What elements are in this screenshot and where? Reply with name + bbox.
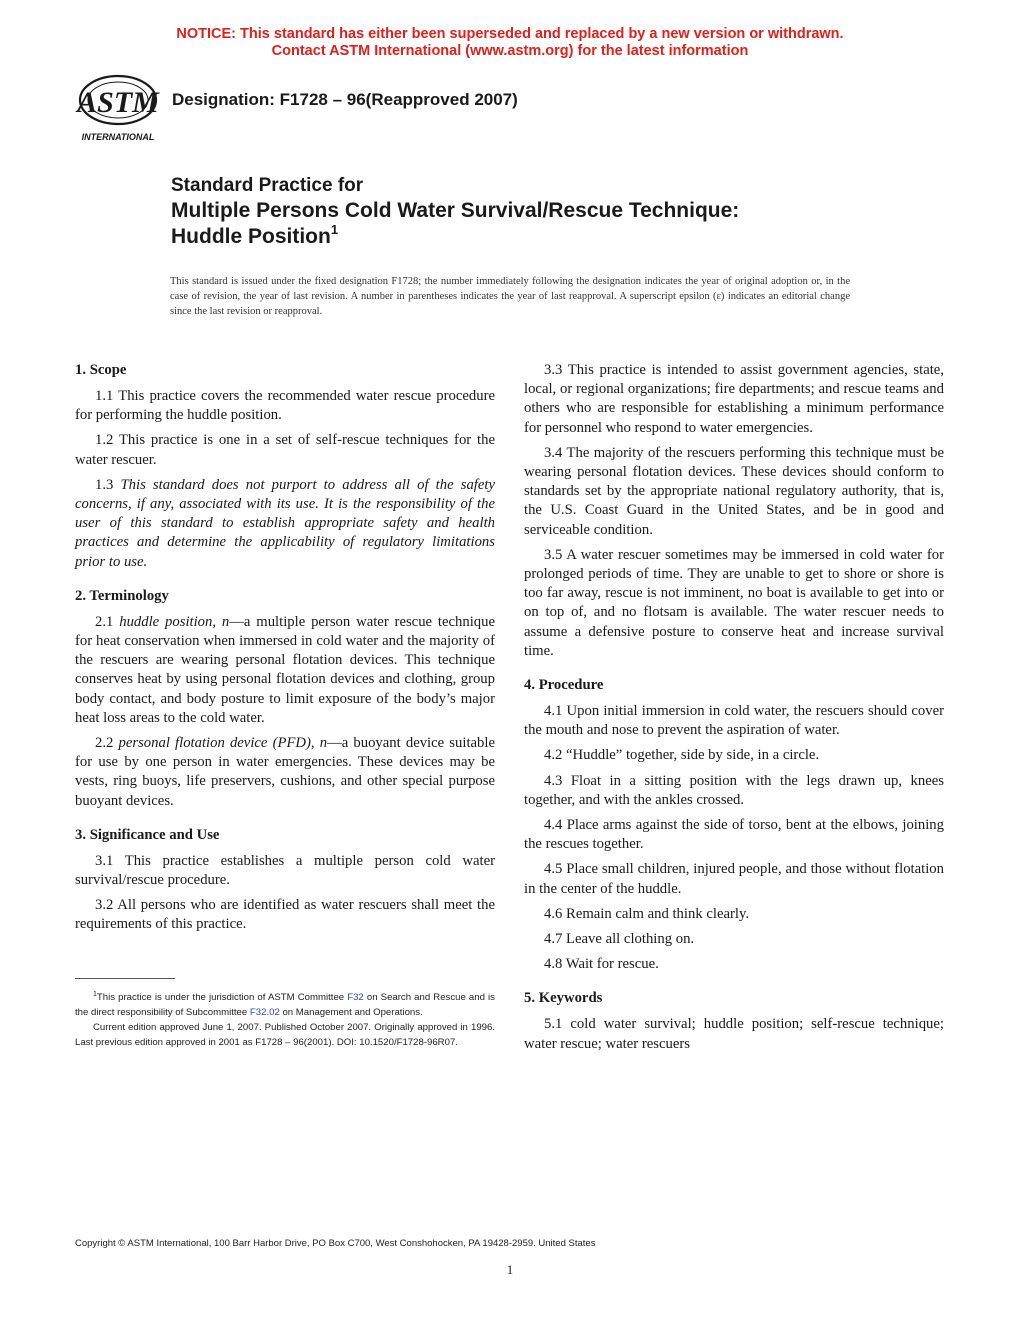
footnote-1: [75, 990, 495, 1020]
section-significance-continued: [524, 361, 944, 661]
astm-logo: [74, 74, 162, 144]
astm-logo-icon: [74, 74, 162, 144]
term-pfd: personal flotation device (PFD), n: [118, 735, 328, 752]
significance-3-4: 3.4 The majority of the rescuers performing this technique must be wearing personal flotation devices. These devices should conform to standards set by the appropriate national regulatory authority, that is, the U.S. Coast Guard in the United States, and be in good and serviceable condition.: [524, 444, 944, 538]
terminology-heading: 2. Terminology: [75, 587, 169, 604]
footnote-rule: [75, 978, 175, 979]
footnote-1-text-a: This practice is under the jurisdiction of ASTM Committee: [96, 992, 348, 1003]
terminology-2-2: [75, 734, 495, 811]
title-line-1: Standard Practice for: [171, 175, 364, 196]
footnote-1-text-c: on Management and Operations.: [279, 1007, 423, 1018]
significance-3-5: 3.5 A water rescuer sometimes may be immersed in cold water for prolonged periods of time. They are unable to get to shore or shore is too far away, rescue is not imminent, no boat is available to get into or on top of, and no flotsam is available. The water rescuer needs to assume a defensive posture to conserve heat and increase survival time.: [524, 546, 944, 659]
logo-mark: ASTM: [77, 86, 159, 119]
footnote-edition: Current edition approved June 1, 2007. Published October 2007. Originally approved in 1996. Last previous edition approved in 2001 as F1728 – 96(2001). DOI: 10.1520/F1728-96R07.: [75, 1022, 495, 1048]
section-scope: [75, 360, 495, 572]
section-terminology: [75, 586, 495, 811]
subcommittee-f32-02-link[interactable]: F32.02: [249, 1007, 280, 1018]
scope-1-3: [75, 476, 495, 572]
procedure-step: 4.2 “Huddle” together, side by side, in a circle.: [544, 747, 820, 764]
significance-3-2: 3.2 All persons who are identified as water rescuers shall meet the requirements of this practice.: [75, 897, 495, 933]
keywords-heading: 5. Keywords: [524, 990, 603, 1007]
scope-1-3-number: 1.3: [95, 476, 121, 493]
supersession-notice: [0, 26, 1020, 60]
term-2-2-number: 2.2: [95, 735, 119, 752]
procedure-step: 4.7 Leave all clothing on.: [544, 931, 695, 948]
procedure-step: 4.1 Upon initial immersion in cold water, the rescuers should cover the mouth and nose to prevent the aspiration of water.: [524, 703, 944, 739]
section-significance: [75, 825, 495, 935]
title-line-2: Multiple Persons Cold Water Survival/Rescue Technique:: [171, 199, 740, 222]
procedure-step: 4.4 Place arms against the side of torso, bent at the elbows, joining the rescues together.: [524, 817, 944, 853]
footnote-1-text-b: on Search and Rescue and is the direct responsibility of Subcommittee: [75, 992, 495, 1018]
procedure-step: 4.5 Place small children, injured people, and those without flotation in the center of the huddle.: [524, 861, 944, 897]
procedure-step: 4.8 Wait for rescue.: [544, 956, 659, 973]
copyright-line: Copyright © ASTM International, 100 Barr Harbor Drive, PO Box C700, West Conshohocken, PA 19428-2959. United States: [75, 1238, 596, 1249]
left-column: [75, 360, 495, 949]
procedure-step: 4.6 Remain calm and think clearly.: [544, 905, 750, 922]
terminology-2-1: [75, 613, 495, 728]
title-footnote-ref: 1: [330, 222, 339, 237]
term-2-1-definition: —a multiple person water rescue technique for heat conservation when immersed in cold water and the majority of the rescuers are wearing personal flotation devices. This technique conserves heat by using personal flotation devices and clothing, group body contact, and body posture to limit exposure of the body’s major heat loss areas to the cold water.: [75, 613, 495, 726]
document-title: [171, 174, 891, 250]
section-procedure: [524, 675, 944, 974]
title-line-3-text: Huddle Position: [171, 225, 331, 248]
notice-line-2: Contact ASTM International (www.astm.org) for the latest information: [271, 43, 749, 59]
section-keywords: [524, 988, 944, 1053]
term-huddle-position: huddle position, n: [119, 613, 230, 630]
logo-label: INTERNATIONAL: [81, 132, 155, 142]
scope-heading: 1. Scope: [75, 362, 127, 378]
footnotes: [75, 990, 495, 1050]
title-line-3: [171, 224, 891, 250]
significance-heading: 3. Significance and Use: [75, 826, 220, 843]
designation: Designation: F1728 – 96(Reapproved 2007): [172, 90, 518, 109]
committee-f32-link[interactable]: F32: [347, 992, 364, 1003]
keywords-5-1: 5.1 cold water survival; huddle position; self-rescue technique; water rescue; water rescuers: [524, 1016, 944, 1052]
term-2-1-number: 2.1: [95, 613, 120, 630]
issued-note: This standard is issued under the fixed designation F1728; the number immediately following the designation indicates the year of original adoption or, in the case of revision, the year of last revision. A number in parentheses indicates the year of last reapproval. A superscript epsilon (ε) indicates an editorial change since the last revision or reapproval.: [170, 276, 850, 317]
footnote-1-ref: 1: [93, 991, 97, 998]
scope-1-3-text: This standard does not purport to address all of the safety concerns, if any, associated with its use. It is the responsibility of the user of this standard to establish appropriate safety and health practices and determine the applicability of regulatory limitations prior to use.: [75, 476, 496, 570]
page-number: 1: [506, 1262, 514, 1277]
notice-line-1: NOTICE: This standard has either been superseded and replaced by a new version or withdrawn.: [176, 26, 844, 42]
scope-1-1: 1.1 This practice covers the recommended water rescue procedure for performing the huddle position.: [75, 388, 495, 424]
term-2-2-definition: —a buoyant device suitable for use by one person in water emergencies. These devices may be vests, ring buoys, life preservers, cushions, and other special purpose buoyant devices.: [75, 735, 495, 809]
significance-3-3: 3.3 This practice is intended to assist government agencies, state, local, or regional organizations; fire departments; and rescue teams and others who are responsible for establishing a minimum performance for personnel who respond to water emergencies.: [524, 362, 944, 436]
procedure-heading: 4. Procedure: [524, 677, 604, 694]
scope-1-2: 1.2 This practice is one in a set of self-rescue techniques for the water rescuer.: [75, 432, 495, 468]
significance-3-1: 3.1 This practice establishes a multiple person cold water survival/rescue procedure.: [75, 852, 495, 889]
right-column: [524, 360, 944, 1068]
procedure-step: 4.3 Float in a sitting position with the legs drawn up, knees together, and with the ankles crossed.: [524, 772, 944, 808]
